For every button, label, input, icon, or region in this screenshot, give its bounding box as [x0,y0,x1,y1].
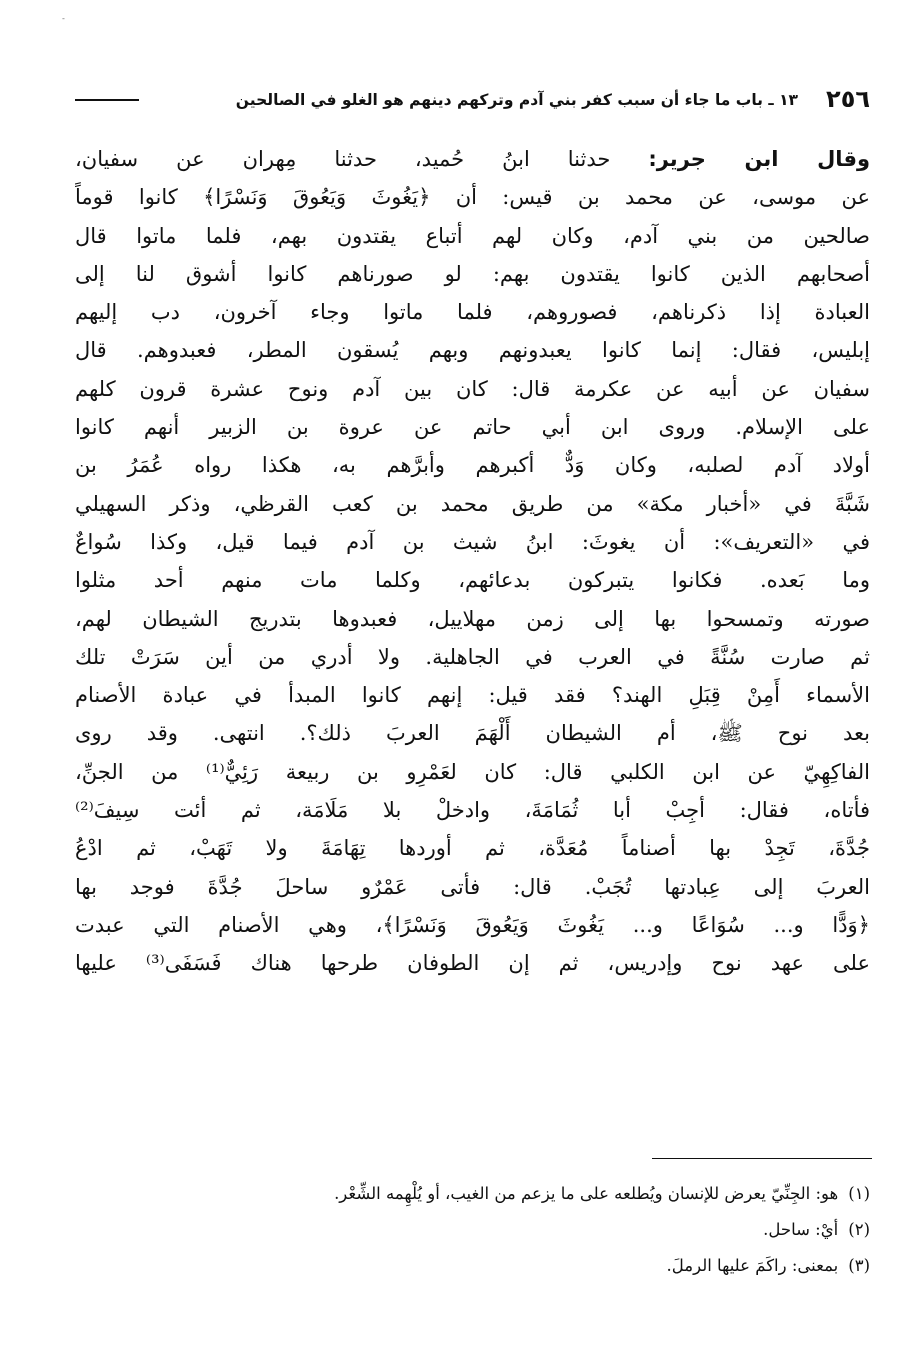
footnote-text: بمعنى: راكَمَ عليها الرملَ. [666,1256,839,1275]
page-number: ٢٥٦ [826,85,870,113]
text-line-content: حدثنا ابنُ حُميد، حدثنا مِهران عن سفيان، [75,147,611,171]
text-line: بعد نوح ﷺ، أم الشيطان أَلْهَمَ العربَ ذلك؟. انتهى. وقد روى [75,721,870,746]
text-line: صورته وتمسحوا بها إلى زمن مهلاييل، فعبدوها بتدريج الشيطان لهم، [75,606,870,631]
footnote-number: (٢) [848,1220,870,1239]
text-line: إبليس، فقال: إنما كانوا يعبدونهم وبهم يُسقون المطر، فعبدوهم. قال [75,338,870,363]
page-header [75,84,870,120]
text-line: سفيان عن أبيه عن عكرمة قال: كان بين آدم ونوح عشرة قرون كلهم [75,376,870,401]
text-line: فأتاه، فقال: أجِبْ أبا ثُمَامَةَ، وادخلْ بلا مَلَامَة، ثم أئت سِيفَ⁽²⁾ [75,798,870,823]
text-line: أولاد آدم لصلبه، وكان وَدٌّ أكبرهم وأبرَّهم به، هكذا رواه عُمَرُ بن [75,453,870,478]
lead-phrase: وقال ابن جرير: [648,147,870,171]
running-title: ١٣ ـ باب ما جاء أن سبب كفر بني آدم وتركهم دينهم هو الغلو في الصالحين [235,91,798,109]
footnote-text: هو: الجِنِّيّ يعرض للإنسان ويُطلعه على ما يزعم من الغيب، أو يُلْهِمه الشِّعْر. [334,1184,839,1203]
text-line: جُدَّةَ، تَجِدْ بها أصناماً مُعَدَّة، ثم أوردها تِهَامَةَ ولا تَهَبْ، ثم ادْعُ [75,836,870,861]
footnote [75,1176,870,1212]
footnote-number: (٣) [848,1256,870,1275]
footnote-rule [652,1158,872,1159]
footnote-text: أيْ: ساحل. [763,1220,839,1239]
text-line: شَبَّةَ في «أخبار مكة» من طريق محمد بن كعب القرظي، وذكر السهيلي [75,491,870,516]
text-line: على عهد نوح وإدريس، ثم إن الطوفان طرحها هناك فَسَفَى⁽³⁾ عليها [75,951,870,976]
scan-mark: - [62,14,65,23]
text-line: العبادة إذا ذكرناهم، فصوروهم، فلما ماتوا وجاء آخرون، دب إليهم [75,300,870,325]
footnote [75,1248,870,1284]
main-text [75,140,870,983]
text-line: ثم صارت سُنَّةً في العرب في الجاهلية. ولا أدري من أين سَرَتْ تلك [75,644,870,669]
text-line: أصحابهم الذين كانوا يقتدون بهم: لو صورناهم كانوا أشوق لنا إلى [75,261,870,286]
text-line: في «التعريف»: أن يغوثَ: ابنُ شيث بن آدم فيما قيل، وكذا سُواعٌ [75,529,870,554]
text-line: على الإسلام. وروى ابن أبي حاتم عن عروة بن الزبير أنهم كانوا [75,415,870,440]
text-line: عن موسى، عن محمد بن قيس: أن ﴿يَغُوثَ وَيَعُوقَ وَنَسْرًا﴾ كانوا قوماً [75,185,870,210]
text-line: صالحين من بني آدم، وكان لهم أتباع يقتدون بهم، فلما ماتوا قال [75,223,870,248]
header-rule [75,99,139,101]
text-line [75,140,870,178]
footnote [75,1212,870,1248]
text-line: وما بَعده. فكانوا يتبركون بدعائهم، وكلما مات منهم أحد مثلوا [75,568,870,593]
text-line: الفاكِهِيّ عن ابن الكلبي قال: كان لعَمْرِو بن ربيعة رَئِيٌّ⁽¹⁾ من الجنِّ، [75,759,870,784]
text-line: الأسماء أَمِنْ قِبَلِ الهند؟ فقد قيل: إنهم كانوا المبدأ في عبادة الأصنام [75,683,870,708]
footnote-number: (١) [848,1184,870,1203]
text-line: العربَ إلى عِبادتها تُجَبْ. قال: فأتى عَمْرٌو ساحلَ جُدَّةَ فوجد بها [75,874,870,899]
text-line: ﴿وَدًّا و... سُوَاعًا و... يَغُوثَ وَيَعُوقَ وَنَسْرًا﴾، وهي الأصنام التي عبدت [75,912,870,937]
footnotes [75,1176,870,1284]
